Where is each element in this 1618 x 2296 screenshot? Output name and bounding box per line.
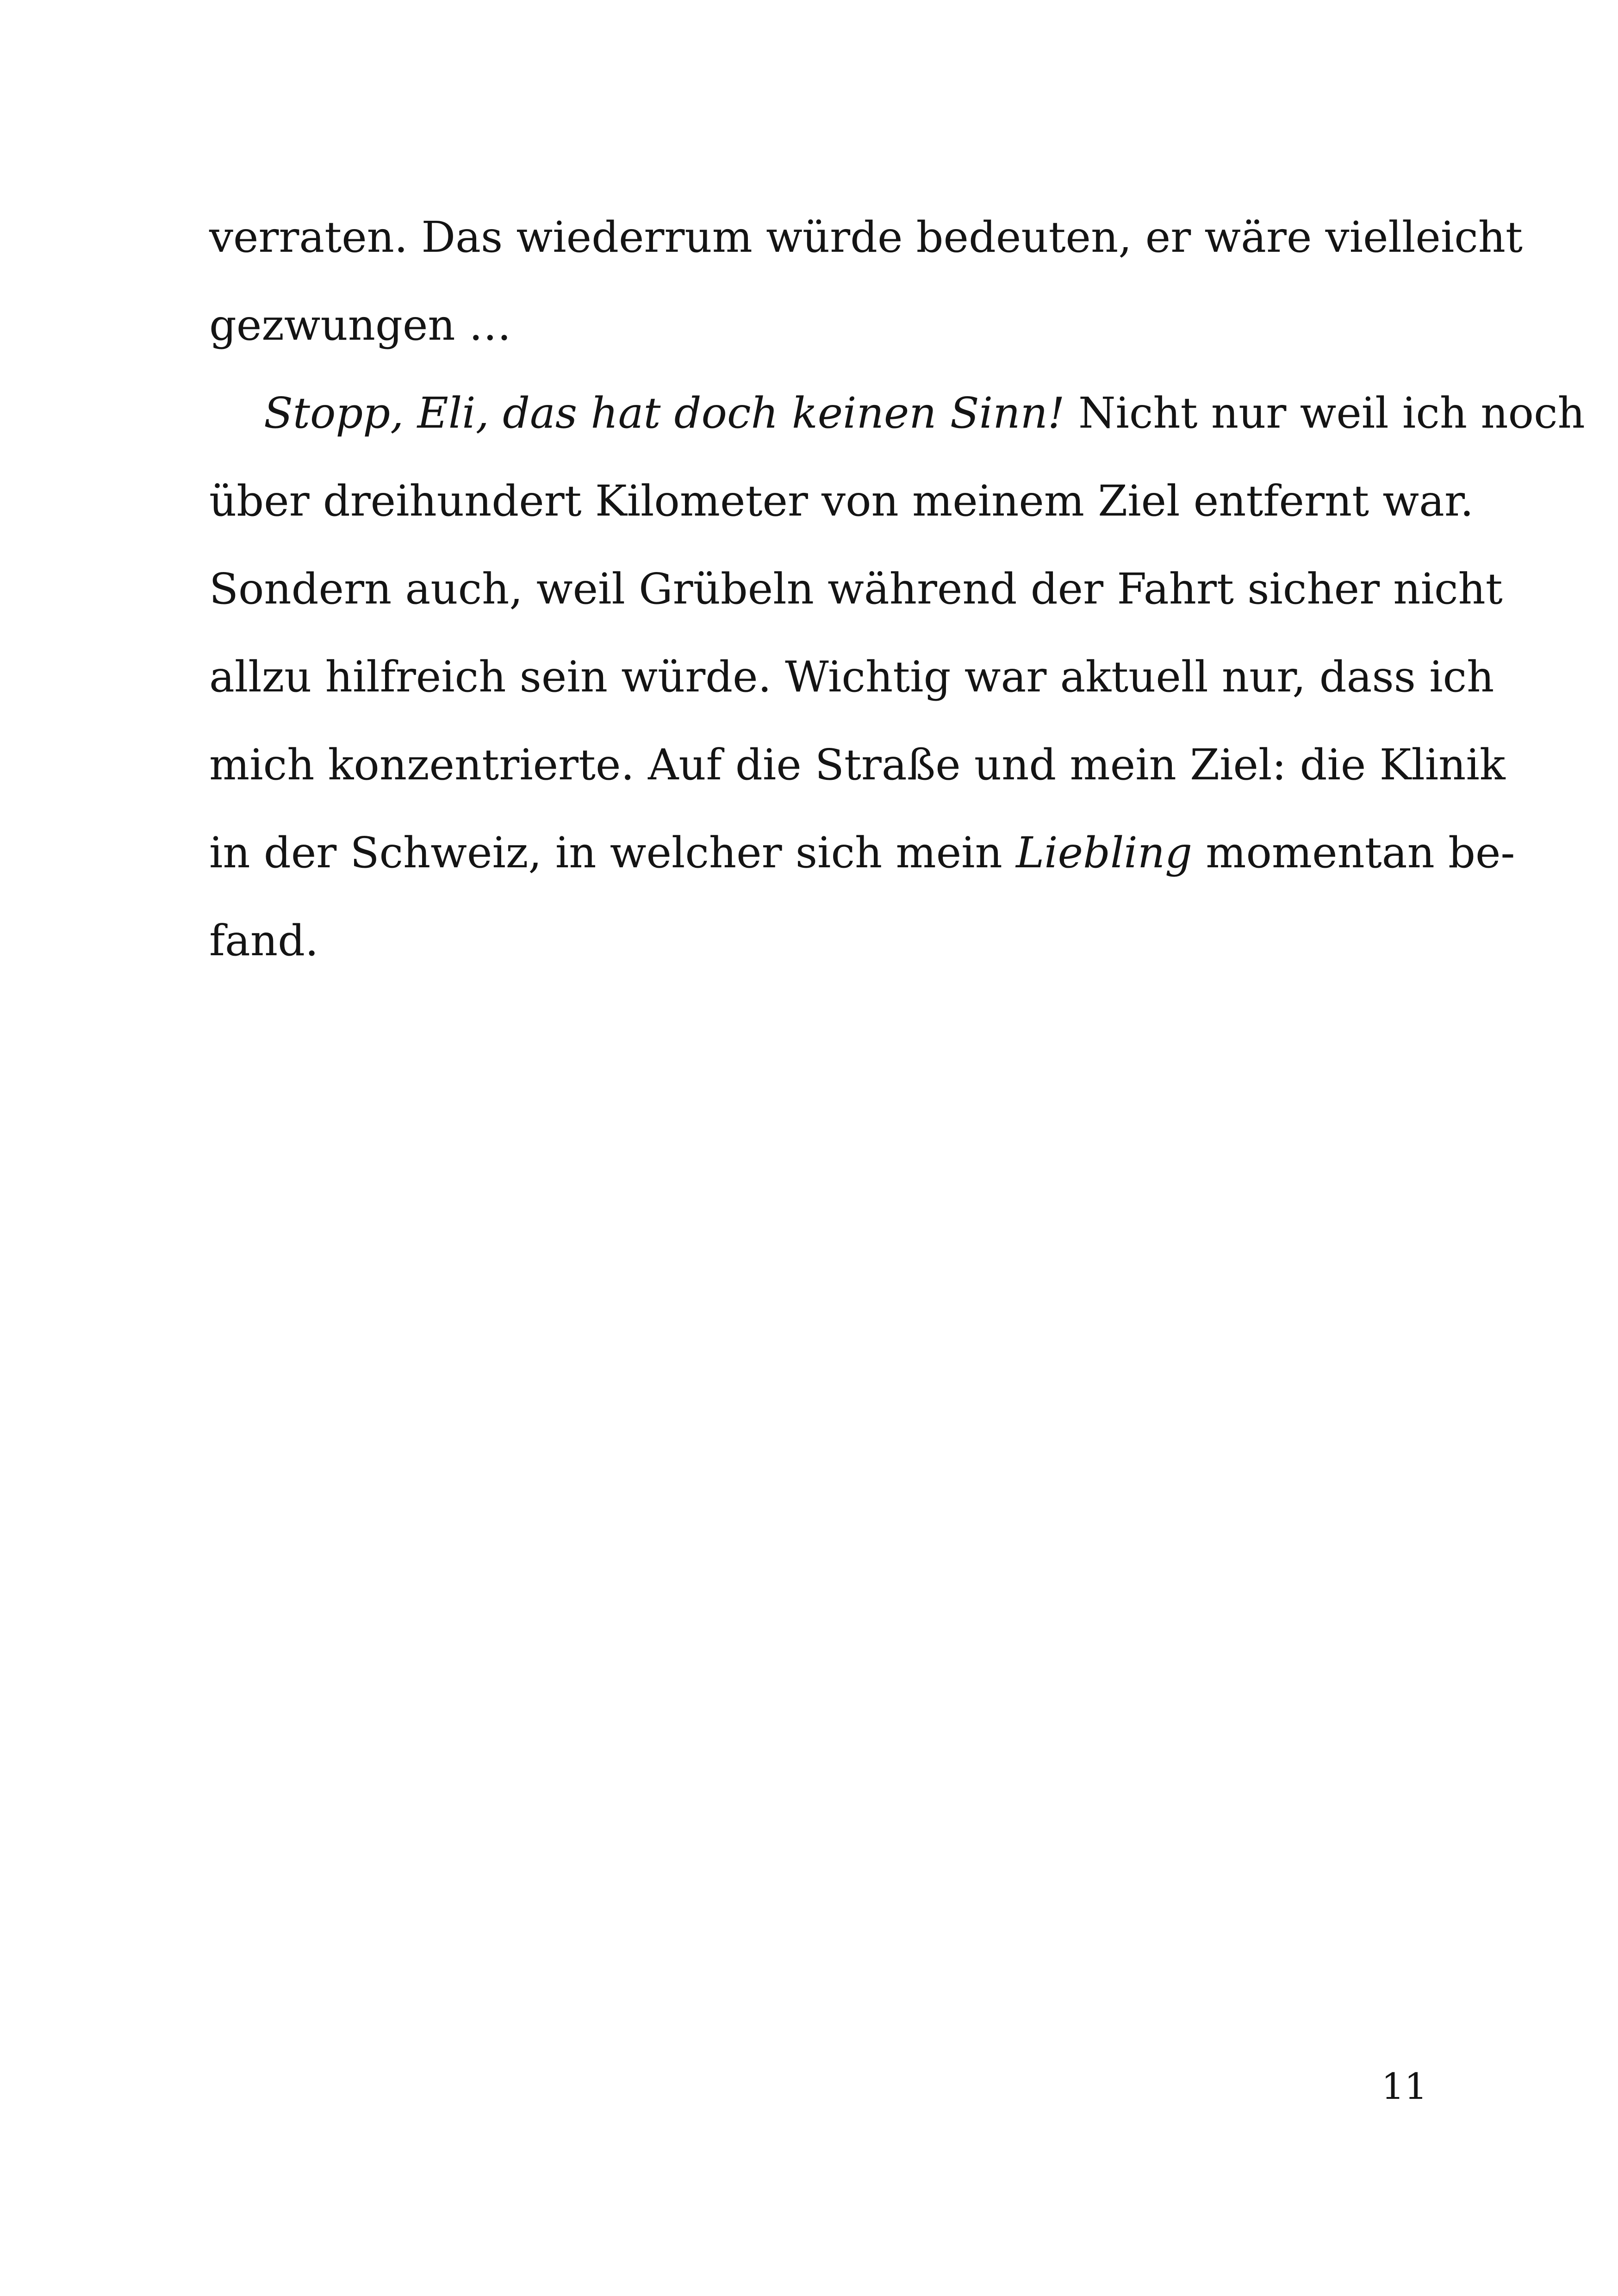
- line-text: fand.: [209, 916, 319, 965]
- line-text: gezwungen …: [209, 300, 511, 350]
- line-text: momentan be-: [1206, 828, 1515, 877]
- text-line-6: [209, 633, 1494, 721]
- page-number: 11: [1381, 2066, 1427, 2108]
- text-line-7: [209, 721, 1506, 809]
- line-text: Sondern auch, weil Grübeln während der Fahrt sicher nicht: [209, 564, 1503, 614]
- text-line-1: [209, 193, 1523, 281]
- line-text: mich konzentrierte. Auf die Straße und mein Ziel: die Klinik: [209, 740, 1506, 790]
- italic-word: Liebling: [1016, 828, 1192, 877]
- text-line-4: [209, 457, 1474, 545]
- line-text: Nicht nur weil ich noch: [1078, 388, 1585, 438]
- italic-phrase: Stopp, Eli, das hat doch keinen Sinn!: [264, 388, 1065, 438]
- text-line-8: [209, 809, 1515, 897]
- line-text: verraten. Das wiederrum würde bedeuten, er wäre vielleicht: [209, 212, 1523, 262]
- text-line-2: [209, 281, 1427, 369]
- text-line-3: [209, 369, 1585, 457]
- line-text: über dreihundert Kilometer von meinem Ziel entfernt war.: [209, 476, 1474, 526]
- text-line-9: [209, 897, 1427, 985]
- line-text: in der Schweiz, in welcher sich mein: [209, 828, 1002, 877]
- line-text: allzu hilfreich sein würde. Wichtig war aktuell nur, dass ich: [209, 652, 1494, 702]
- text-line-5: [209, 545, 1503, 633]
